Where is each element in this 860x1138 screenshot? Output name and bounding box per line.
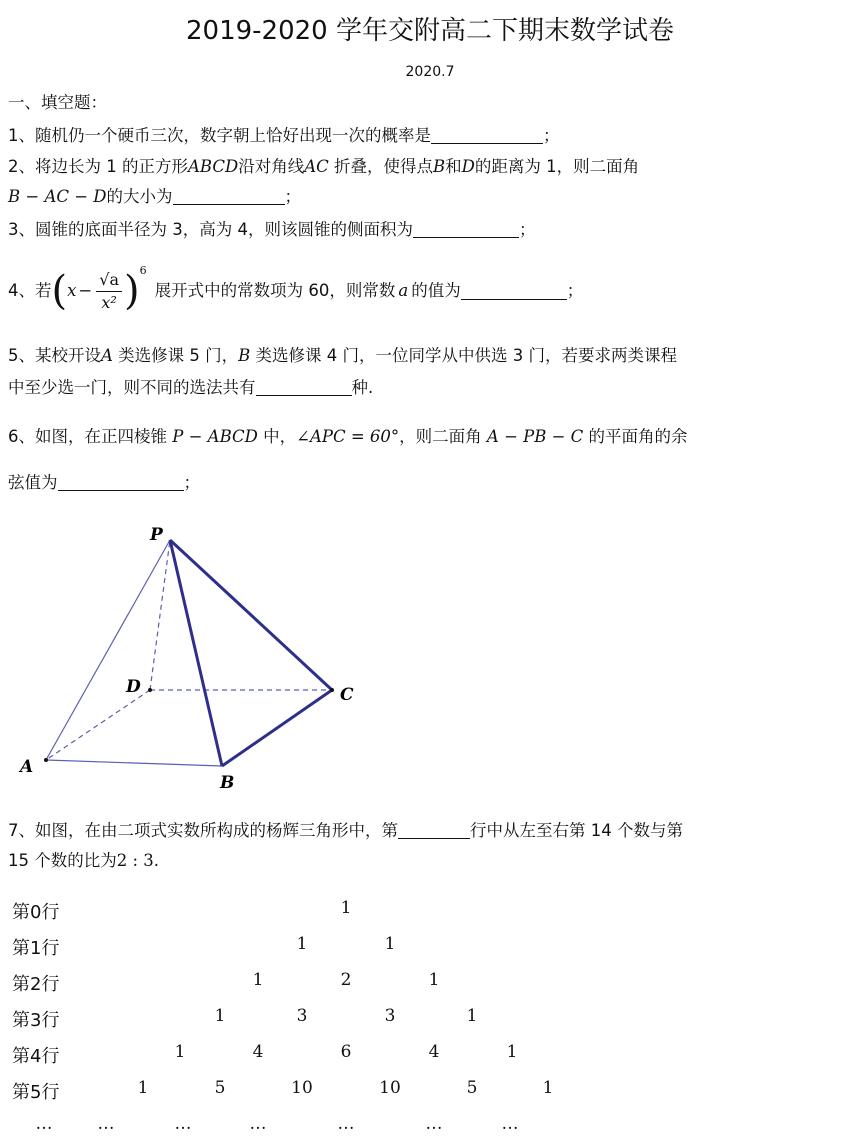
triangle-row-label: 第2行: [12, 974, 60, 995]
q2-text-5: 的距离为 1，则二面角: [474, 157, 640, 176]
triangle-number: 1: [214, 1006, 226, 1026]
question-5: [8, 345, 677, 367]
triangle-number: 10: [379, 1078, 401, 1098]
label-b: B: [220, 773, 235, 793]
q5-math-b: B: [238, 346, 251, 365]
q3-number: 3、: [8, 220, 35, 239]
triangle-ellipsis: …: [97, 1114, 115, 1134]
q4-denominator: x²: [101, 292, 117, 312]
q7-end: .: [153, 851, 160, 870]
q2-math-ac: AC: [304, 157, 329, 176]
q6-end: ；: [183, 473, 200, 492]
edge-pc: [170, 540, 332, 690]
triangle-number: 1: [340, 898, 352, 918]
triangle-number: 1: [384, 934, 396, 954]
question-4: [8, 256, 583, 326]
triangle-number: 1: [506, 1042, 518, 1062]
vertex-a: [44, 758, 48, 762]
q2-text-2: 沿对角线: [238, 157, 305, 176]
q4-right-paren: ): [123, 268, 140, 314]
q1-number: 1、: [8, 126, 35, 145]
triangle-row-label: 第5行: [12, 1082, 60, 1103]
triangle-number: 5: [466, 1078, 478, 1098]
q4-math-minus: −: [78, 281, 93, 300]
triangle-number: 1: [428, 970, 440, 990]
triangle-number: 1: [466, 1006, 478, 1026]
q4-text-1: 若: [35, 281, 52, 300]
triangle-row-label: 第4行: [12, 1046, 60, 1067]
triangle-row-label: 第1行: [12, 938, 60, 959]
edge-bc: [222, 690, 332, 766]
q5-text-4: 中至少选一门，则不同的选法共有: [8, 378, 256, 397]
q2-math-d: D: [461, 157, 475, 176]
triangle-number: 1: [252, 970, 264, 990]
question-5-line-2: [8, 377, 373, 399]
triangle-number: 3: [384, 1006, 396, 1026]
question-7-line-2: [8, 850, 159, 872]
q4-end: ；: [566, 281, 584, 300]
q1-end: ；: [543, 126, 560, 145]
q4-text-2: 展开式中的常数项为 60，则常数: [154, 281, 396, 300]
q6-text-4: 的平面角的余: [583, 427, 688, 446]
question-1: [8, 125, 560, 147]
q4-math-a: a: [398, 281, 409, 300]
pyramid-figure: [0, 510, 380, 800]
q4-left-paren: (: [51, 268, 68, 314]
q6-math-dihedral: A − PB − C: [486, 427, 584, 446]
edge-pa: [46, 540, 170, 760]
triangle-number: 1: [542, 1078, 554, 1098]
q2-math-b: B: [433, 157, 446, 176]
q3-answer-blank: [413, 221, 519, 238]
question-6: [8, 426, 688, 448]
q5-end: 种.: [351, 378, 374, 397]
triangle-number: 1: [296, 934, 308, 954]
exam-date: 2020.7: [405, 64, 455, 80]
q5-answer-blank: [256, 379, 352, 396]
q6-text-5: 弦值为: [8, 473, 58, 492]
triangle-number: 1: [174, 1042, 186, 1062]
q3-text: 圆锥的底面半径为 3，高为 4，则该圆锥的侧面积为: [35, 220, 413, 239]
section-heading: 一、填空题：: [8, 93, 107, 112]
q5-math-a: A: [101, 346, 113, 365]
q5-text-3: 类选修课 4 门，一位同学从中供选 3 门，若要求两类课程: [250, 346, 678, 365]
triangle-number: 2: [340, 970, 352, 990]
q7-ratio: 2 : 3: [116, 851, 154, 870]
triangle-row-label: 第0行: [12, 902, 60, 923]
q4-number: 4、: [8, 281, 35, 300]
q7-text-1: 如图，在由二项式实数所构成的杨辉三角形中，第: [35, 821, 398, 840]
q4-text-3: 的值为: [411, 281, 461, 300]
q6-math-pyramid: P − ABCD: [172, 427, 258, 446]
q6-text-3: ，则二面角: [399, 427, 487, 446]
q4-numerator: √a: [96, 269, 122, 292]
question-3: [8, 219, 536, 241]
triangle-number: 10: [291, 1078, 313, 1098]
triangle-ellipsis: …: [249, 1114, 267, 1134]
q2-end: ；: [284, 187, 302, 206]
triangle-number: 5: [214, 1078, 226, 1098]
q7-answer-blank: [398, 822, 470, 839]
q1-answer-blank: [431, 127, 543, 144]
triangle-ellipsis: …: [501, 1114, 519, 1134]
label-c: C: [340, 685, 354, 705]
edge-da: [46, 690, 150, 760]
q2-answer-blank: [173, 188, 285, 205]
question-6-line-2: [8, 472, 200, 494]
label-p: P: [150, 525, 163, 545]
triangle-number: 4: [252, 1042, 264, 1062]
q7-number: 7、: [8, 821, 35, 840]
q2-text-1: 将边长为 1 的正方形: [35, 157, 188, 176]
triangle-row-label: 第3行: [12, 1010, 60, 1031]
question-7: [8, 820, 683, 842]
q2-math-abcd: ABCD: [188, 157, 239, 176]
edge-ab: [46, 760, 222, 766]
q6-text-1: 如图，在正四棱锥: [35, 427, 173, 446]
triangle-ellipsis: …: [174, 1114, 192, 1134]
q5-number: 5、: [8, 346, 35, 365]
label-a: A: [20, 757, 34, 777]
triangle-number: 3: [296, 1006, 308, 1026]
vertex-d: [148, 688, 152, 692]
q2-text-6: 的大小为: [106, 187, 173, 206]
label-d: D: [126, 677, 141, 697]
edge-pd: [150, 540, 170, 690]
question-2-line-2: [8, 186, 301, 208]
q7-text-3: 15 个数的比为: [8, 851, 117, 870]
q2-number: 2、: [8, 157, 35, 176]
triangle-number: 1: [137, 1078, 149, 1098]
q6-math-angle: ∠APC = 60°: [296, 427, 400, 446]
q7-text-2: 行中从左至右第 14 个数与第: [470, 821, 683, 840]
triangle-number: 6: [340, 1042, 352, 1062]
q2-text-3: 折叠，使得点: [328, 157, 433, 176]
q5-text-1: 某校开设: [35, 346, 101, 365]
question-2: [8, 156, 639, 178]
vertex-c: [330, 688, 334, 692]
page-title: 2019-2020 学年交附高二下期末数学试卷: [186, 16, 674, 46]
triangle-ellipsis: …: [337, 1114, 355, 1134]
triangle-ellipsis: …: [425, 1114, 443, 1134]
q6-answer-blank: [58, 474, 184, 491]
q6-text-2: 中，: [257, 427, 297, 446]
q3-end: ；: [519, 220, 536, 239]
triangle-number: 4: [428, 1042, 440, 1062]
q6-number: 6、: [8, 427, 35, 446]
q2-text-4: 和: [445, 157, 462, 176]
q4-answer-blank: [461, 283, 567, 300]
q5-text-2: 类选修课 5 门，: [112, 346, 239, 365]
edge-pb: [170, 540, 222, 766]
q4-fraction: [96, 269, 122, 314]
q4-exponent: 6: [139, 264, 147, 277]
q1-text: 随机仍一个硬币三次，数字朝上恰好出现一次的概率是: [35, 126, 431, 145]
q2-math-dihedral: B − AC − D: [8, 187, 107, 206]
q4-math-x: x: [67, 281, 77, 300]
triangle-ellipsis: …: [35, 1114, 53, 1134]
